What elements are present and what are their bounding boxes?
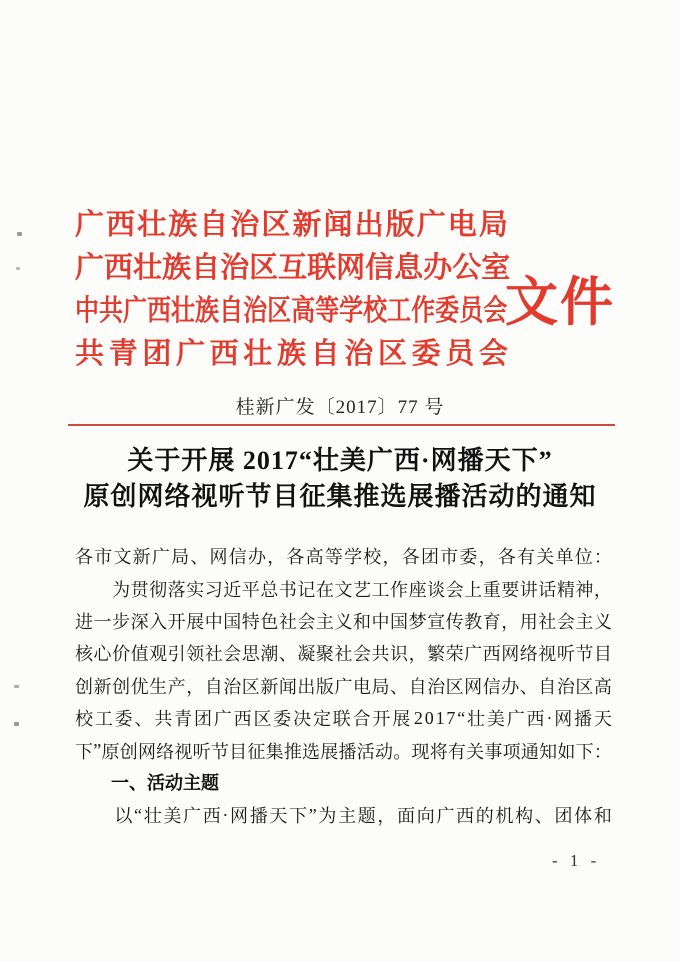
letterhead-org-block bbox=[75, 204, 511, 376]
document-reference-number: 桂新广发〔2017〕77 号 bbox=[235, 397, 445, 418]
page-number: - 1 - bbox=[552, 851, 601, 870]
body-salutation-line: 各 市 文 新 广 局 、 网 信 办 ， 各 高 等 学 校 ， 各 团 市 委 ， 各 有 关 单 位 ： bbox=[75, 547, 612, 568]
body-paragraph-line: 进 一 步 深 入 开 展 中 国 特 色 社 会 主 义 和 中 国 梦 宣 传 教 育 ， 用 社 会 主 义 bbox=[75, 611, 612, 632]
red-divider-line bbox=[68, 424, 615, 426]
org-line-internet-office: 广 西 壮 族 自 治 区 互 联 网 信 息 办 公 室 bbox=[75, 252, 511, 284]
scan-artifact bbox=[14, 722, 19, 726]
org-line-youth-league-committee: 共 青 团 广 西 壮 族 自 治 区 委 员 会 bbox=[75, 338, 508, 370]
body-paragraph-line: 以 “ 壮 美 广 西 · 网 播 天 下 ” 为 主 题 ， 面 向 广 西 的 机 构 、 团 体 和 bbox=[114, 804, 612, 827]
document-body bbox=[75, 540, 612, 832]
scan-artifact bbox=[17, 232, 22, 236]
document-type-label: 文件 bbox=[505, 274, 615, 332]
scan-artifact bbox=[14, 685, 19, 688]
scan-artifact bbox=[16, 267, 20, 270]
body-paragraph-line: 为 贯 彻 落 实 习 近 平 总 书 记 在 文 艺 工 作 座 谈 会 上 重 要 讲 话 精 神 ， bbox=[112, 579, 612, 600]
body-paragraph-line: 下 ” 原 创 网 络 视 听 节 目 征 集 推 选 展 播 活 动 。 现 将 有 关 事 项 通 知 如 下 ： bbox=[75, 740, 612, 762]
document-title-line1: 关于开展 2017“壮美广西·网播天下” bbox=[127, 446, 553, 475]
body-paragraph-line: 核 心 价 值 观 引 领 社 会 思 潮 、 凝 聚 社 会 共 识 ， 繁 荣 广 西 网 络 视 听 节 目 bbox=[75, 644, 612, 665]
body-paragraph-line: 校 工 委 、 共 青 团 广 西 区 委 决 定 联 合 开 展 2 0 1 7 “ 壮 美 广 西 · 网 播 天 bbox=[75, 707, 612, 730]
org-line-press-bureau: 广 西 壮 族 自 治 区 新 闻 出 版 广 电 局 bbox=[75, 209, 508, 241]
body-section-heading-activity-theme: 一、活动主题 bbox=[75, 772, 219, 793]
document-title bbox=[0, 443, 680, 515]
org-line-higher-education-committee: 中共广西壮族自治区高等学校工作委员会 bbox=[75, 295, 508, 327]
document-title-line2: 原创网络视听节目征集推选展播活动的通知 bbox=[83, 482, 597, 511]
body-paragraph-line: 创 新 创 优 生 产 ， 自 治 区 新 闻 出 版 广 电 局 、 自 治 区 网 信 办 、 自 治 区 高 bbox=[75, 676, 612, 697]
